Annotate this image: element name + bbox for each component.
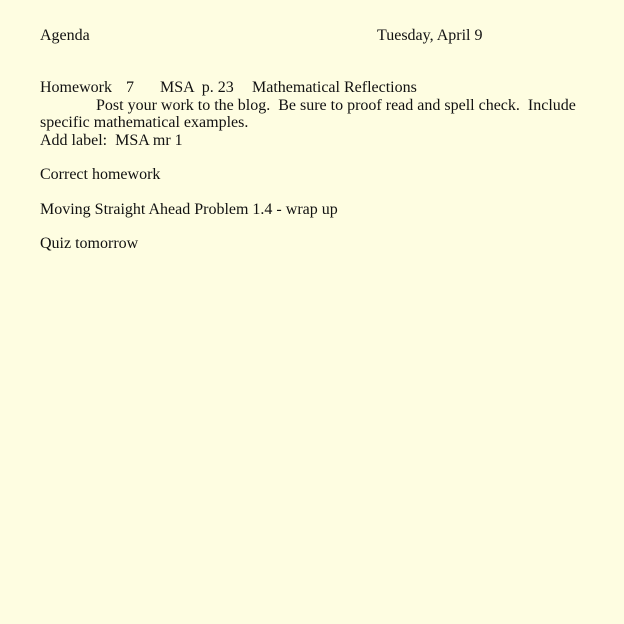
homework-instructions-cont: specific mathematical examples. (40, 114, 249, 131)
agenda-item: Correct homework (40, 166, 161, 183)
homework-instructions: Post your work to the blog. Be sure to proof read and spell check. Include (96, 97, 576, 114)
agenda-item: Moving Straight Ahead Problem 1.4 - wrap up (40, 201, 338, 218)
homework-number: 7 (126, 79, 134, 96)
agenda-item: Quiz tomorrow (40, 235, 139, 252)
homework-topic: Mathematical Reflections (252, 79, 417, 96)
homework-add-label: Add label: MSA mr 1 (40, 132, 183, 149)
agenda-title: Agenda (40, 27, 90, 44)
homework-label: Homework (40, 79, 112, 96)
agenda-date: Tuesday, April 9 (377, 27, 483, 44)
homework-book: MSA p. 23 (160, 79, 234, 96)
